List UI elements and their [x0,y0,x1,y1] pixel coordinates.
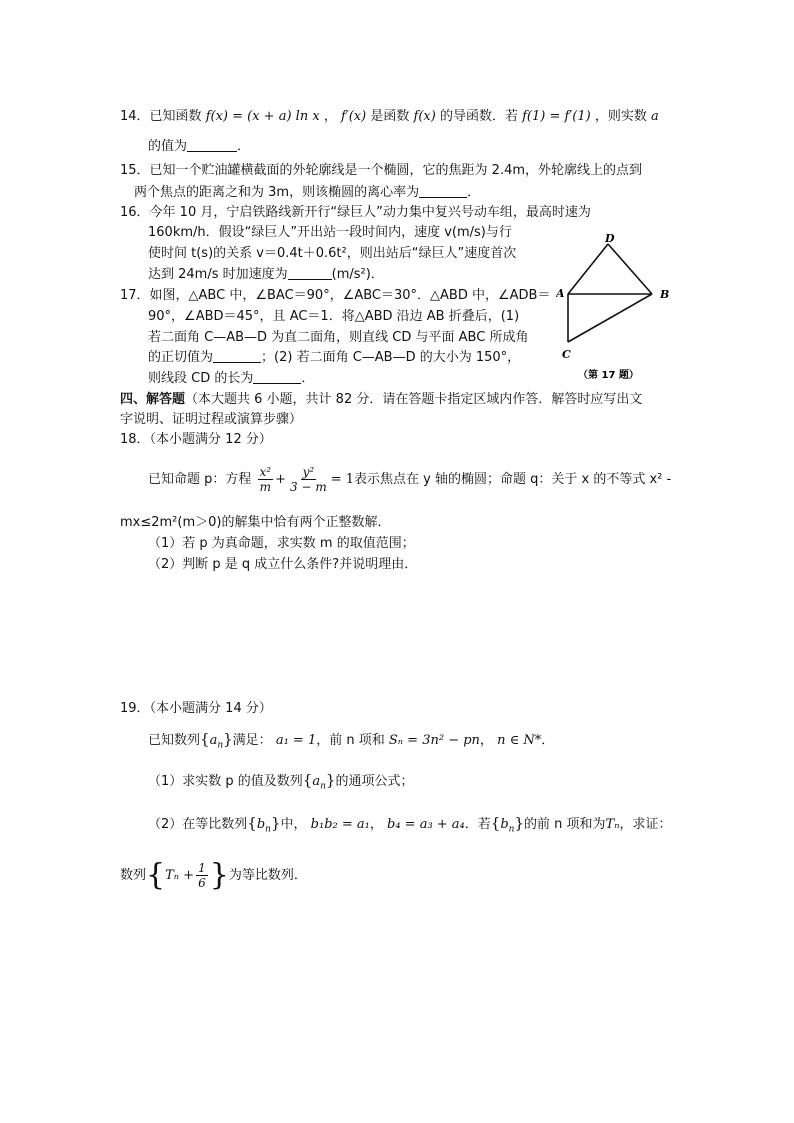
condition-expr: f(1) = f′(1) [522,109,591,124]
label-d: D [605,232,615,245]
answer-blank [419,184,467,198]
q18-part1: （1）若 p 为真命题，求实数 m 的取值范围； [148,536,415,551]
q19-stem: 已知数列$\{a_n\}$满足： a₁ = 1，前 n 项和 Sₙ = 3n² − pn， n ∈ N*． [148,730,555,751]
a1-expr: a₁ = 1 [275,733,317,748]
section4-title: 四、解答题 [120,392,186,407]
q17-line1: 17．如图，△ABC 中，∠BAC＝90°，∠ABC＝30°．△ABD 中，∠ADB＝ [120,288,551,303]
q17-line4: 的正切值为 ；(2) 若二面角 C—AB—D 的大小为 150°， [148,350,521,365]
edge-db [608,244,652,294]
answer-blank [187,138,237,152]
section4-line2: 字说明、证明过程或演算步骤） [120,412,303,427]
q19-part1: （1）求实数 p 的值及数列$\{a_n\}$的通项公式； [148,771,414,792]
tn-expr: Tₙ [605,817,620,832]
q15-line2: 两个焦点的距离之和为 3m，则该椭圆的离心率为 ． [134,185,481,200]
q19-final: 数列{Tₙ + $\frac{1}{6}$ }为等比数列． [120,857,307,893]
q18-header: 18．（本小题满分 12 分） [120,432,272,447]
answer-blank [253,370,301,384]
fraction-y2-over-3-minus-m: $\frac{\text{y²}}{3 - m}$ [290,465,327,494]
q17-line2: 90°，∠ABD＝45°，且 AC＝1．将△ABD 沿边 AB 折叠后，(1) [148,309,520,324]
n-cond-expr: n ∈ N* [497,733,542,748]
q16-line3: 使时间 t(s)的关系 v＝0.4t＋0.6t²，则出站后“绿巨人”速度首次 [148,246,517,261]
answer-blank [213,349,261,363]
q14-line1: 14．已知函数 f(x) = (x + a) ln x ， f′(x) 是函数 f(x) 的导函数．若 f(1) = f′(1) ，则实数 a [120,109,659,124]
q16-line4: 达到 24m/s 时加速度为 (m/s²)． [148,267,384,282]
q14-line2: 的值为 ． [148,139,251,154]
fraction-x2-over-m: $\frac{\text{x²}}{m}$ [259,465,272,494]
label-c: C [562,348,571,361]
q19-header: 19．（本小题满分 14 分） [120,701,272,716]
q16-line1: 16．今年 10 月，宁启铁路线新开行“绿巨人”动力集中复兴号动车组，最高时速为 [120,205,591,220]
section4-line1: 四、解答题（本大题共 6 小题，共计 82 分．请在答题卡指定区域内作答．解答时应写出文 [120,392,643,407]
label-a: A [556,287,565,300]
fx-expr: f(x) [205,109,228,124]
q15-line1: 15．已知一个贮油罐横截面的外轮廓线是一个椭圆，它的焦距为 2.4m，外轮廓线上的点到 [120,163,643,178]
q16-line2: 160km/h．假设“绿巨人”开出站一段时间内，速度 v(m/s)与行 [148,225,512,240]
fx-def: = (x + a) ln x [232,109,320,124]
edge-cb [568,294,652,342]
fraction-one-sixth: $\frac{1}{6}$ [198,861,206,890]
q19-part2: （2）在等比数列$\{b_n\}$中， b₁b₂ = a₁， b₄ = a₃ + a₄．若$\{b_n\}$的前 n 项和为Tₙ，求证： [148,814,672,835]
q17-line5: 则线段 CD 的长为 ． [148,371,315,386]
edge-ad [568,244,608,294]
figure-17-diagram [556,228,686,388]
b4-expr: b₄ = a₃ + a₄ [387,817,465,832]
q18-stem-line2: mx≤2m²(m＞0)的解集中恰有两个正整数解． [120,515,391,530]
figure-17-edges [568,244,652,342]
q18-part2: （2）判断 p 是 q 成立什么条件?并说明理由． [148,557,418,572]
label-b: B [660,288,670,301]
fpx-expr: f′(x) [340,109,367,124]
sn-expr: Sₙ = 3n² − pn [388,733,480,748]
q17-line3: 若二面角 C—AB—D 为直二面角，则直线 CD 与平面 ABC 所成角 [148,330,529,345]
b1b2-expr: b₁b₂ = a₁ [310,817,370,832]
figure-caption: （第 17 题） [578,370,639,381]
answer-blank [288,266,332,280]
q18-stem-line1: 已知命题 p：方程 $\frac{\text{x²}}{m}$ + $\frac{\text{y²}}{3 - m}$ = 1表示焦点在 y 轴的椭圆；命题 q：关于 x 的不等式 x² - [148,465,672,494]
